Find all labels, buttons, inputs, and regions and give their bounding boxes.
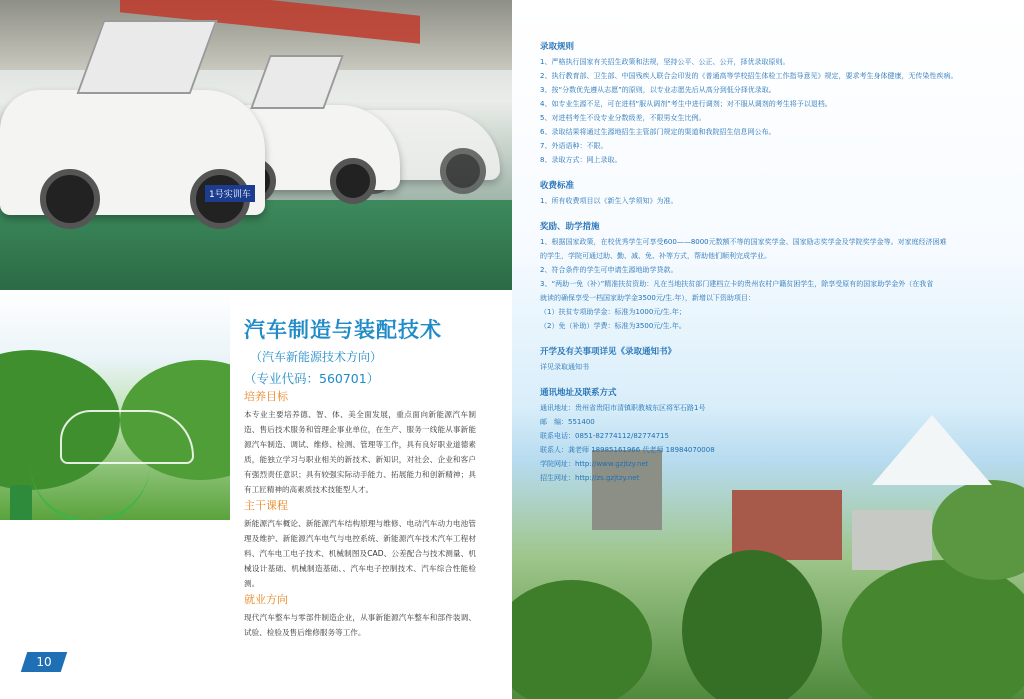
program-subtitle: （汽车新能源技术方向） <box>250 350 383 364</box>
section-body: 现代汽车整车与零部件制造企业，从事新能源汽车整车和部件装调、试验、检验及售后维修服务等工作。 <box>244 613 476 637</box>
section-heading: 就业方向 <box>244 593 288 606</box>
block-financial-aid <box>540 220 1000 333</box>
block-heading: 收费标准 <box>540 181 575 191</box>
block-line: 邮 编：551400 <box>540 418 595 426</box>
page-number: 10 <box>36 655 52 669</box>
block-line: 5、对进档考生不设专业分数级差，不限男女生比例。 <box>540 114 706 122</box>
block-line: 联系人：龚老师 18985161966 代老师 18984070008 <box>540 446 715 454</box>
block-enrollment-notice <box>540 345 1000 374</box>
block-line: 3、“两助一免（补）”精准扶贫资助：凡在当地扶贫部门建档立卡的贵州农村户籍贫困学生，除享受原有的国家助学金外（在我省 <box>540 280 934 288</box>
block-line: 2、符合条件的学生可申请生源地助学贷款。 <box>540 266 678 274</box>
charging-plug-icon <box>10 485 32 520</box>
block-line: 7、外语语种：不限。 <box>540 142 608 150</box>
section-career <box>244 591 476 640</box>
section-heading: 培养目标 <box>244 390 288 403</box>
block-line: 的学生，学院可通过助、勤、减、免、补等方式，帮助他们顺利完成学业。 <box>540 252 771 260</box>
block-heading: 通讯地址及联系方式 <box>540 388 617 398</box>
block-line: 通讯地址：贵州省贵阳市清镇职教城东区将军石路1号 <box>540 404 706 412</box>
block-line: （2）免（补助）学费：标准为3500元/生.年。 <box>540 322 686 330</box>
block-heading: 录取规则 <box>540 42 575 52</box>
block-line: 2、执行教育部、卫生部、中国残疾人联合会印发的《普通高等学校招生体检工作指导意见》规定，要求考生身体健康，无传染性疾病。 <box>540 72 958 80</box>
block-fees <box>540 179 1000 208</box>
block-line: 学院网址：http://www.gzjtzy.net <box>540 460 649 468</box>
car-image <box>0 90 265 215</box>
block-line: 4、如专业生源不足，可在进档“服从调剂”考生中进行调剂；对不服从调剂的考生将予以退档。 <box>540 100 832 108</box>
admission-info <box>540 40 1000 485</box>
block-line: 1、严格执行国家有关招生政策和法规，坚持公平、公正、公开，择优录取原则。 <box>540 58 790 66</box>
car-outline-icon <box>60 410 194 464</box>
block-line: 详见录取通知书 <box>540 363 589 371</box>
block-heading: 开学及有关事项详见《录取通知书》 <box>540 347 677 357</box>
block-contact <box>540 386 1000 485</box>
block-admission-rules <box>540 40 1000 167</box>
block-line: 6、录取结果将通过生源地招生主管部门规定的渠道和我院招生信息网公布。 <box>540 128 776 136</box>
block-line: 招生网址：http://zs.gzjtzy.net <box>540 474 640 482</box>
block-line: （1）扶贫专项助学金：标准为1000元/生.年； <box>540 308 686 316</box>
section-training-goal <box>244 388 476 497</box>
block-line: 联系电话：0851-82774112/82774715 <box>540 432 669 440</box>
program-title-block <box>244 314 504 387</box>
block-line: 1、根据国家政策，在校优秀学生可享受600——8000元数额不等的国家奖学金、国家励志奖学金及学院奖学金等。对家庭经济困难 <box>540 238 947 246</box>
workshop-cars-photo <box>0 0 512 290</box>
block-line: 3、按“分数优先遵从志愿”的原则，以专业志愿先后从高分到低分择优录取。 <box>540 86 776 94</box>
section-core-courses <box>244 497 476 591</box>
block-line: 1、所有收费项目以《新生入学须知》为准。 <box>540 197 678 205</box>
section-body: 本专业主要培养德、智、体、美全面发展，重点面向新能源汽车制造、售后技术服务和管理企事业单位，在生产、服务一线能从事新能源汽车制造、调试、维修、检测、管理等工作，具有良好职业道德素质，能独立学习与职业相关的新技术、新知识，对社会、企业和客户有强烈责任意识；具有较强实际动手能力、拓展能力和创新精神；具有工匠精神的高素质技术技能型人才。 <box>244 410 476 494</box>
section-body: 新能源汽车概论、新能源汽车结构原理与维修、电动汽车动力电池管理及维护、新能源汽车电气与电控系统、新能源汽车技术汽车工程材料、汽车电工电子技术、机械制图及CAD、公差配合与技术测量、机械设计基础、机械制造基础、、汽车电子控制技术、汽车综合性能检测。 <box>244 519 476 588</box>
program-code: （专业代码：560701） <box>244 371 380 386</box>
block-line: 8、录取方式：网上录取。 <box>540 156 622 164</box>
section-heading: 主干课程 <box>244 499 288 512</box>
green-car-illustration <box>0 290 230 520</box>
page-title: 汽车制造与装配技术 <box>244 318 442 342</box>
block-heading: 奖励、助学措施 <box>540 222 600 232</box>
right-page <box>512 0 1024 699</box>
page-number-badge <box>21 652 67 672</box>
block-line: 就读的确保享受一档国家助学金3500元/生.年），新增以下资助项目： <box>540 294 755 302</box>
license-plate: 1号实训车 <box>205 185 255 202</box>
